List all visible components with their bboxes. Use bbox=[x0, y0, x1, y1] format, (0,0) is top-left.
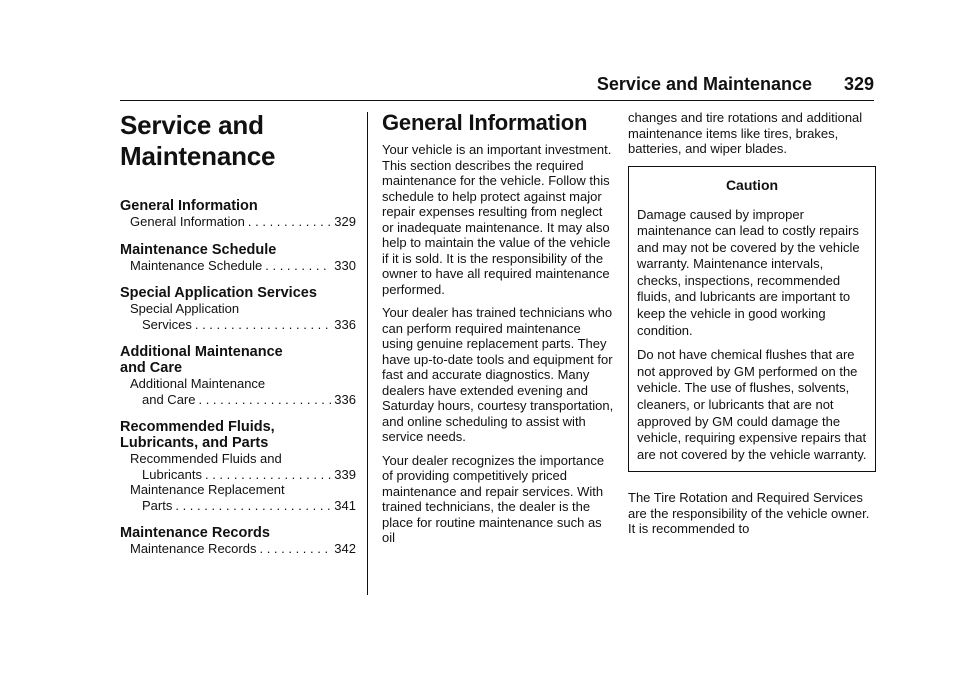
toc-entry-label: Parts bbox=[142, 497, 173, 513]
toc-entry[interactable] bbox=[120, 301, 356, 332]
toc-entry[interactable] bbox=[120, 214, 356, 230]
toc-page-number: 336 bbox=[334, 316, 356, 332]
toc-page-number: 341 bbox=[334, 497, 356, 513]
continuation-paragraph: changes and tire rotations and additional maintenance items like tires, brakes, batteries, and wiper blades. bbox=[628, 110, 863, 156]
toc-heading bbox=[120, 242, 356, 258]
caution-paragraph-1: Damage caused by improper maintenance can lead to costly repairs and may not be covered by the vehicle warranty. Maintenance intervals, checks, inspections, recommended fluids, and lubricants are important to keep the vehicle in good working condition. bbox=[637, 206, 860, 338]
toc-page-number: 336 bbox=[334, 391, 356, 407]
toc-entry-label: Lubricants bbox=[142, 466, 202, 482]
toc-entry-label: Maintenance Schedule bbox=[130, 257, 263, 273]
toc-entry-label: Maintenance Replacement bbox=[130, 482, 285, 497]
chapter-title bbox=[120, 110, 356, 172]
toc-section bbox=[120, 419, 356, 513]
table-of-contents bbox=[120, 198, 356, 557]
toc-page-number: 330 bbox=[334, 257, 356, 273]
toc-heading-line: Maintenance Schedule bbox=[120, 241, 277, 258]
toc-heading-line: General Information bbox=[120, 198, 258, 214]
toc-section bbox=[120, 344, 356, 407]
toc-leader-dots bbox=[195, 317, 331, 333]
toc-section bbox=[120, 198, 356, 230]
toc-leader-dots bbox=[198, 392, 331, 408]
header-section-title: Service and Maintenance bbox=[596, 74, 812, 94]
toc-entry-label: Services bbox=[142, 316, 192, 332]
toc-leader-dots bbox=[265, 258, 331, 274]
toc-entry[interactable] bbox=[120, 376, 356, 407]
toc-heading bbox=[120, 419, 356, 451]
toc-entry[interactable] bbox=[120, 482, 356, 513]
page-header bbox=[120, 72, 874, 101]
toc-entry-label: General Information bbox=[130, 214, 245, 229]
toc-heading bbox=[120, 285, 356, 301]
toc-heading-line: Maintenance Records bbox=[120, 525, 270, 541]
section-paragraph-2: Your dealer has trained technicians who can perform required maintenance using genuine replacement parts. They have up-to-date tools and equipment for fast and accurate diagnostics. Many dealers have extended evening and Saturday hours, courtesy transportation, and online scheduling to assist with service needs. bbox=[382, 305, 614, 444]
toc-entry[interactable] bbox=[120, 541, 356, 557]
toc-leader-dots bbox=[205, 467, 331, 483]
toc-section bbox=[120, 525, 356, 557]
toc-heading-line: Lubricants, and Parts bbox=[120, 435, 269, 451]
toc-section bbox=[120, 242, 356, 274]
toc-heading-line: Additional Maintenance bbox=[120, 344, 283, 360]
chapter-title-line1: Service and bbox=[120, 110, 264, 140]
toc-entry[interactable] bbox=[120, 451, 356, 482]
toc-entry-label: Recommended Fluids and bbox=[130, 451, 282, 466]
toc-heading-line: Recommended Fluids, bbox=[120, 419, 275, 435]
right-column bbox=[628, 110, 876, 545]
toc-heading-line: and Care bbox=[120, 360, 183, 376]
toc-page-number: 329 bbox=[334, 214, 356, 229]
caution-box bbox=[628, 166, 876, 473]
toc-heading bbox=[120, 525, 356, 541]
header-page-number: 329 bbox=[843, 74, 874, 94]
toc-page-number: 339 bbox=[334, 466, 356, 482]
column-divider bbox=[367, 112, 368, 595]
section-title: General Information bbox=[382, 110, 588, 135]
chapter-title-line2: Maintenance bbox=[120, 141, 276, 171]
toc-entry-label: Special Application bbox=[130, 301, 240, 316]
toc-page-number: 342 bbox=[334, 541, 356, 556]
closing-paragraph: The Tire Rotation and Required Services are the responsibility of the vehicle owner. It is recommended to bbox=[628, 490, 870, 537]
toc-leader-dots bbox=[175, 498, 331, 514]
toc-entry-label: and Care bbox=[142, 391, 196, 407]
middle-column bbox=[382, 110, 614, 554]
toc-heading bbox=[120, 344, 356, 376]
section-paragraph-1: Your vehicle is an important investment. This section describes the required maintenance for the vehicle. Follow this schedule to help protect against major repair expenses resulting from neglect or inadequate maintenance. It may also help to maintain the value of the vehicle if it is sold. It is the responsibility of the owner to have all required maintenance performed. bbox=[382, 142, 612, 297]
toc-entry-label: Maintenance Records bbox=[130, 541, 257, 556]
toc-leader-dots bbox=[248, 214, 331, 230]
toc-heading bbox=[120, 198, 356, 214]
section-paragraph-3: Your dealer recognizes the importance of providing competitively priced maintenance and repair services. With trained technicians, the dealer is the place for routine maintenance such as oil bbox=[382, 452, 605, 545]
caution-paragraph-2: Do not have chemical flushes that are not approved by GM performed on the vehicle. The use of flushes, solvents, cleaners, or lubricants that are not approved by GM could damage the vehicle, requiring expensive repairs that are not covered by the vehicle warranty. bbox=[637, 347, 867, 462]
toc-entry[interactable] bbox=[120, 258, 356, 274]
left-column bbox=[120, 110, 356, 557]
caution-title: Caution bbox=[725, 176, 779, 193]
toc-heading-line: Special Application Services bbox=[120, 285, 317, 301]
toc-section bbox=[120, 285, 356, 332]
toc-leader-dots bbox=[259, 541, 331, 557]
toc-entry-label: Additional Maintenance bbox=[130, 376, 266, 391]
